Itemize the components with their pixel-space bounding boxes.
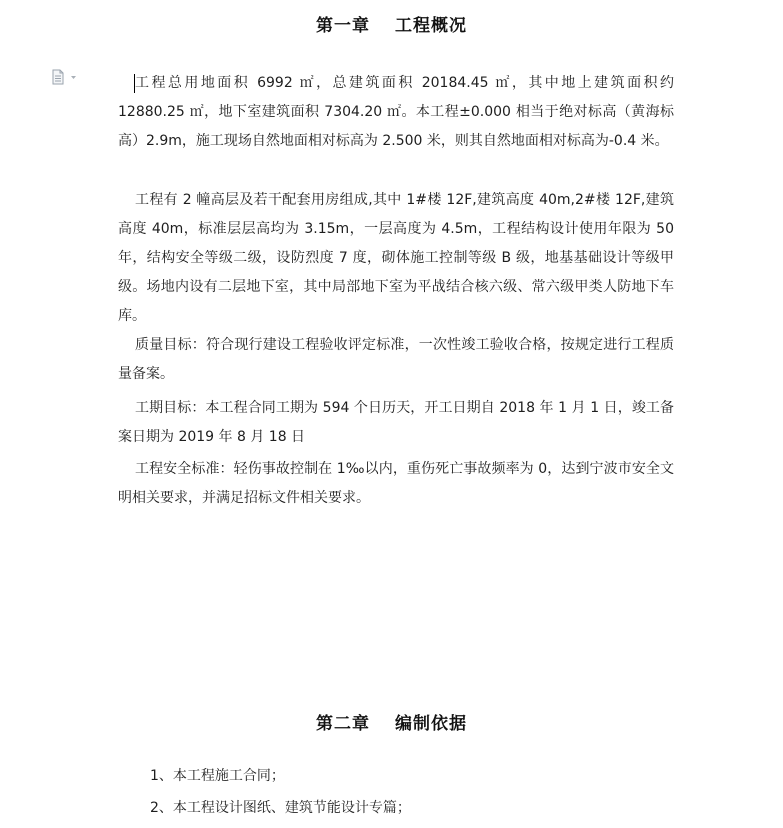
- quality-target-paragraph: 质量目标：符合现行建设工程验收评定标准，一次性竣工验收合格，按规定进行工程质量备案。: [118, 337, 674, 382]
- chapter-1-title: 第一章 工程概况: [316, 16, 467, 36]
- chevron-down-icon: [71, 76, 76, 79]
- overview-paragraph-1: 工程总用地面积 6992 ㎡，总建筑面积 20184.45 ㎡，其中地上建筑面积约 12880.25 ㎡，地下室建筑面积 7304.20 ㎡。本工程±0.000 相当于绝对标高（黄海标高）2.9m，施工现场自然地面相对标高为 2.500 米，则其自然地面相对标高为-0.4 米。: [118, 75, 674, 149]
- document-icon[interactable]: [52, 69, 82, 85]
- chapter-2-title: 第二章 编制依据: [316, 714, 467, 734]
- overview-paragraph-2: 工程有 2 幢高层及若干配套用房组成,其中 1#楼 12F,建筑高度 40m,2#楼 12F,建筑高度 40m，标准层层高均为 3.15m，一层高度为 4.5m，工程结构设计使用年限为 50 年，结构安全等级二级，设防烈度 7 度，砌体施工控制等级 B 级，地基基础设计等级甲级。场地内设有二层地下室，其中局部地下室为平战结合核六级、常六级甲类人防地下车库。: [118, 192, 674, 324]
- text-cursor: [134, 74, 135, 93]
- basis-list-item: 2、本工程设计图纸、建筑节能设计专篇；: [150, 800, 411, 816]
- safety-standard-paragraph: 工程安全标准：轻伤事故控制在 1‰以内，重伤死亡事故频率为 0，达到宁波市安全文明相关要求，并满足招标文件相关要求。: [118, 461, 674, 506]
- schedule-target-paragraph: 工期目标：本工程合同工期为 594 个日历天，开工日期自 2018 年 1 月 1 日，竣工备案日期为 2019 年 8 月 18 日: [118, 400, 674, 445]
- basis-list-item: 1、本工程施工合同；: [150, 768, 285, 784]
